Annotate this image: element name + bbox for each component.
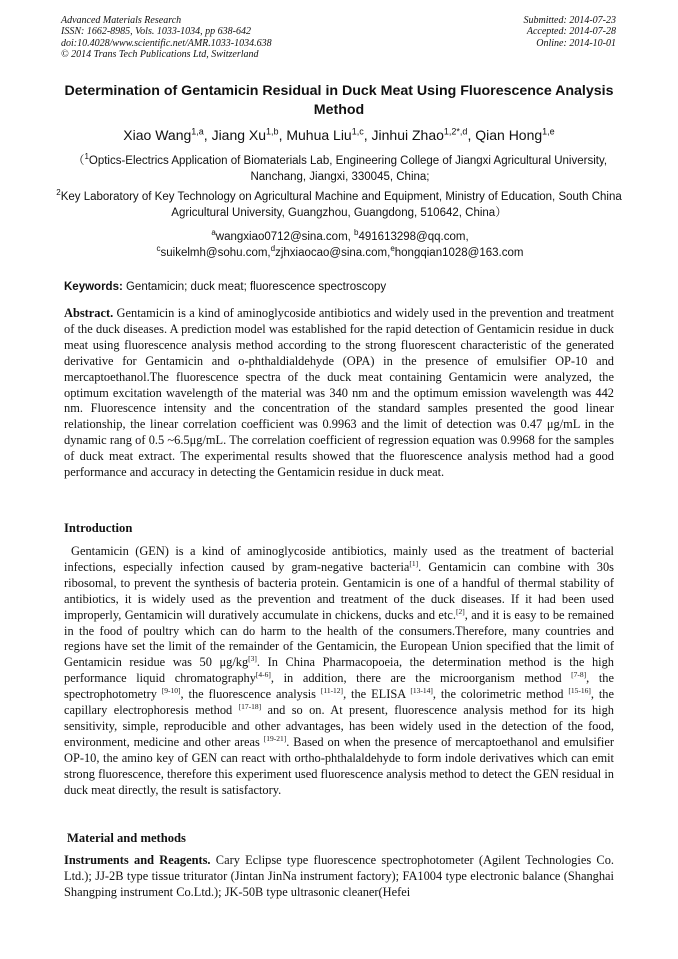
author-sup: 1,c — [351, 126, 364, 137]
intro-text: . Based on when the presence of mercaptoethanol and emulsifier OP-10, the amino key of GEN can react with ortho-phthalaldehyde to form indole derivatives which can emit strong fluorescence, therefore this experiment used fluorescence analysis method to detect the GEN residual in duck meat directly, the result is satisfactory. — [64, 734, 614, 797]
email-sup: c — [156, 243, 161, 253]
citation-ref[interactable]: [3] — [248, 654, 257, 664]
submitted-date: Submitted: 2014-07-23 — [523, 15, 616, 26]
intro-text: and so on. At present, fluorescence analysis method for its high sensitivity, simple, reproducible and other advantages, has been widely used in the detection of the food, environment, medicine and other areas — [64, 703, 614, 749]
author-name: Xiao Wang — [123, 127, 192, 143]
author-list — [0, 125, 678, 145]
author — [212, 127, 287, 143]
email-address[interactable]: zjhxiaocao@sina.com, — [275, 246, 391, 259]
intro-text: , in addition, there are the microorganism method — [270, 671, 572, 686]
intro-text: Gentamicin (GEN) is a kind of aminoglycoside antibiotics, mainly used as the treatment of bacterial infections, especially infection caused by gram-negative bacteria — [64, 544, 614, 574]
citation-ref[interactable]: [2] — [455, 606, 465, 616]
keywords-text: Gentamicin; duck meat; fluorescence spectroscopy — [122, 281, 387, 293]
dates-info — [524, 15, 617, 49]
author — [475, 127, 554, 143]
methods-heading: Material and methods — [67, 831, 186, 845]
intro-text: , the capillary electrophoresis method — [64, 687, 614, 718]
author-name: Jiang Xu — [211, 127, 267, 143]
affiliation-open-paren: （ — [72, 155, 85, 167]
introduction-paragraph — [64, 544, 614, 799]
introduction-heading: Introduction — [64, 521, 133, 535]
instruments-text: Cary Eclipse type fluorescence spectrophotometer (Agilent Technologies Co. Ltd.); JJ-2B type tissue triturator (Jintan JinNa instrument factory); FA1004 type electronic balance (Shanghai Shangping instrument Co.Ltd.); JK-50B type ultrasonic cleaner(Hefei — [64, 853, 614, 899]
email-address[interactable]: 491613298@qq.com, — [358, 231, 469, 243]
affiliation-1 — [66, 154, 614, 186]
citation-ref[interactable]: [4-6] — [255, 670, 271, 680]
email-address[interactable]: suikelmh@sohu.com, — [160, 246, 271, 259]
abstract-paragraph — [64, 306, 614, 481]
email-address[interactable]: hongqian1028@163.com — [394, 246, 524, 259]
author — [372, 127, 476, 143]
author-sep: , — [278, 127, 287, 143]
citation-ref[interactable]: [17-18] — [238, 702, 262, 712]
abstract-label: Abstract. — [64, 306, 114, 320]
author — [286, 127, 371, 143]
author-sep: , — [467, 127, 476, 143]
issn-line: ISSN: 1662-8985, Vols. 1033-1034, pp 638-642 — [61, 26, 251, 38]
abstract-text: Gentamicin is a kind of aminoglycoside antibiotics and widely used in the prevention and treatment of the duck diseases. A prediction model was established for the rapid detection of Gentamicin residue in duck meat using fluorescence analysis method according to the strong fluorescent characteristic of the generated derivative for Gentamicin and o-phthaldialdehyde (OPA) in the presence of emulsifier OP-10 and mercaptoethanol.The fluorescence spectra of the duck meat containing Gentamicin were analyzed, the optimum excitation wavelength of the material was 340 nm and the optimum emission wavelength was 442 nm. Fluorescence intensity and the concentration of the standard samples presented the good linear relationship, the linear correlation coefficient was 0.9963 and the limit of detection was 0.47 μg/mL in the dynamic rang of 0.5 ~6.5μg/mL. The correlation coefficient of regression equation was 0.9968 for the samples of duck meat extract. The experimental results showed that the fluorescence analysis method had a good performance and accuracy in detecting the Gentamicin residue in duck meat. — [64, 306, 614, 480]
email-entry — [354, 228, 469, 243]
intro-text: , the spectrophotometry — [64, 671, 614, 702]
author-name: Muhua Liu — [286, 127, 352, 143]
affiliation-2 — [56, 190, 622, 222]
author-sup: 1,a — [191, 126, 204, 137]
citation-ref[interactable]: [9-10] — [161, 686, 181, 696]
affiliation-text: Optics-Electrics Application of Biomaterials Lab, Engineering College of Jiangxi Agricultural University, Nanchang, Jiangxi, 330045, China; — [88, 155, 608, 183]
citation-ref[interactable]: [7-8] — [571, 670, 587, 680]
affiliation-text: Key Laboratory of Key Technology on Agricultural Machine and Equipment, Ministry of Education, South China Agricultural University, Guangzhou, Guangdong, 510642, China） — [60, 191, 622, 219]
accepted-date: Accepted: 2014-07-28 — [526, 26, 616, 38]
intro-text: , the colorimetric method — [432, 687, 569, 702]
email-sup: b — [354, 228, 359, 238]
email-list — [66, 230, 614, 262]
affiliation-sup: 1 — [84, 152, 89, 162]
instruments-paragraph — [64, 853, 614, 901]
journal-name: Advanced Materials Research — [61, 15, 182, 26]
intro-text: , the ELISA — [343, 687, 411, 702]
intro-text: , and it is easy to be remained in the food of poultry which can do harm to the health of the consumers.Therefore, many countries and regions have set the limit of the remainder of the Gentamicin, the European Union specified that the limit of Gentamicin residue was 50 μg/kg — [64, 607, 614, 670]
instruments-label: Instruments and Reagents. — [64, 853, 211, 867]
citation-ref[interactable]: [15-16] — [568, 686, 591, 696]
intro-text: . Gentamicin can combine with 30s ribosomal, to prevent the synthesis of bacteria protein. Gentamicin is one of a handful of thermal stability of antibiotics, it is widely used as the prevention and treatment of the duck diseases. If it had been used improperly, Gentamicin will duratively accumulate in chickens, ducks and etc. — [64, 559, 614, 622]
copyright-line: © 2014 Trans Tech Publications Ltd, Switzerland — [61, 48, 259, 60]
citation-ref[interactable]: [19-21] — [263, 733, 287, 743]
email-address[interactable]: wangxiao0712@sina.com, — [215, 231, 355, 243]
email-entry — [156, 243, 271, 259]
doi-line: doi:10.4028/www.scientific.net/AMR.1033-1034.638 — [61, 37, 272, 49]
email-entry — [270, 243, 391, 259]
author-name: Qian Hong — [475, 127, 543, 143]
citation-ref[interactable]: [13-14] — [410, 686, 433, 696]
email-sup: d — [270, 243, 276, 253]
affiliation-sup: 2 — [56, 188, 61, 198]
author — [123, 127, 211, 143]
author-sep: , — [363, 127, 372, 143]
author-sup: 1,e — [542, 126, 555, 137]
email-entry — [390, 243, 524, 259]
author-sep: , — [203, 127, 212, 143]
citation-ref[interactable]: [11-12] — [320, 686, 344, 696]
email-sup: e — [390, 243, 395, 253]
author-sup: 1,b — [266, 126, 279, 137]
email-entry — [211, 228, 355, 243]
keywords-label: Keywords: — [64, 281, 123, 293]
paper-title: Determination of Gentamicin Residual in Duck Meat Using Fluorescence Analysis Method — [64, 83, 614, 118]
journal-info — [61, 15, 272, 60]
intro-text: , the fluorescence analysis — [180, 687, 321, 702]
keywords-line — [64, 279, 616, 295]
author-sup: 1,2*,d — [443, 126, 468, 137]
online-date: Online: 2014-10-01 — [536, 37, 616, 49]
author-name: Jinhui Zhao — [371, 127, 444, 143]
citation-ref[interactable]: [1] — [409, 558, 419, 568]
intro-text: . In China Pharmacopoeia, the determination method is the high performance liquid chromatography — [64, 655, 615, 686]
email-sup: a — [211, 228, 216, 238]
